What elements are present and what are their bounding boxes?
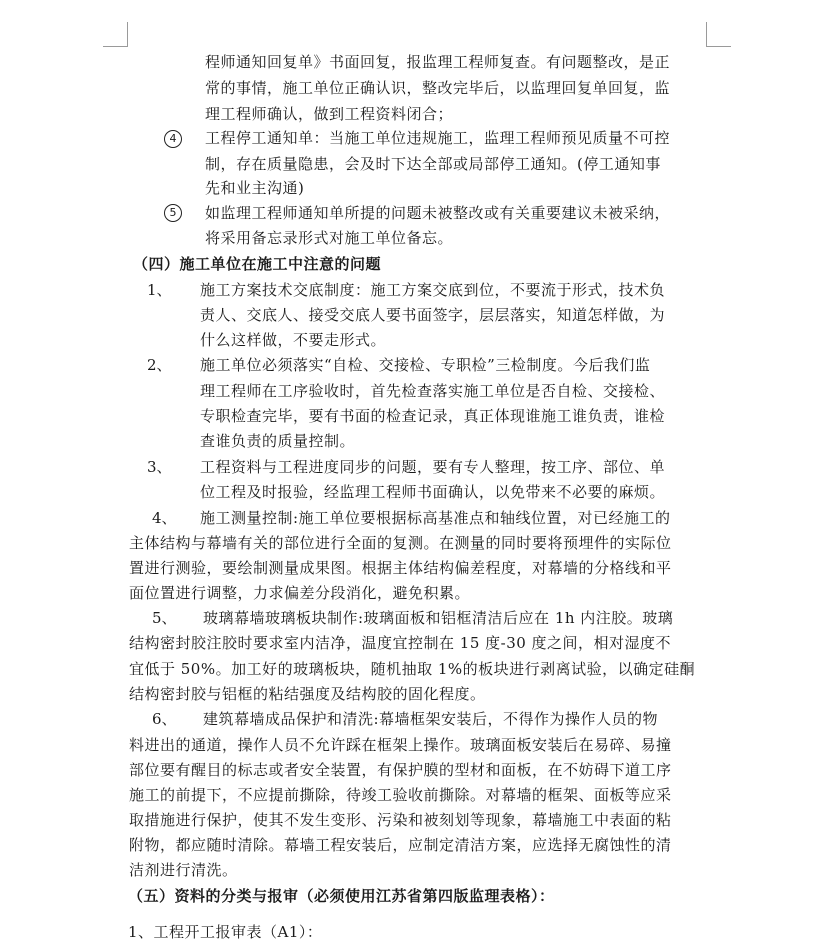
body-line: 结构密封胶注胶时要求室内洁净，温度宜控制在 15 度-30 度之间，相对湿度不	[129, 634, 672, 652]
body-line: 部位要有醒目的标志或者安全装置，有保护膜的型材和面板，在不妨碍下道工序	[129, 761, 672, 779]
list-number: 1、	[147, 281, 172, 299]
body-line: 什么这样做，不要走形式。	[200, 331, 387, 349]
crop-mark-left-vertical	[127, 22, 128, 46]
body-line: 结构密封胶与铝框的粘结强度及结构胶的固化程度。	[129, 685, 486, 703]
body-line: 面位置进行调整，力求偏差分段消化，避免积累。	[129, 584, 471, 602]
body-line: 工程资料与工程进度同步的问题，要有专人整理，按工序、部位、单	[200, 458, 666, 476]
body-line: 洁剂进行清洗。	[129, 861, 238, 879]
body-line: 置进行测验，要绘制测量成果图。根据主体结构偏差程度，对幕墙的分格线和平	[129, 559, 672, 577]
section-heading-5: （五）资料的分类与报审（必须使用江苏省第四版监理表格）：	[128, 887, 555, 905]
crop-mark-left-horizontal	[103, 46, 128, 47]
body-line: 附物，都应随时清除。幕墙工程安装后，应制定清洁方案，应选择无腐蚀性的清	[129, 836, 672, 854]
circled-number-5: 5	[164, 204, 182, 222]
circled-number-4: 4	[164, 130, 182, 148]
body-line: 料进出的通道，操作人员不允许踩在框架上操作。玻璃面板安装后在易碎、易撞	[129, 736, 672, 754]
body-line: 专职检查完毕，要有书面的检查记录，真正体现谁施工谁负责，谁检	[200, 407, 666, 425]
list-number: 2、	[147, 356, 172, 374]
body-line: 施工单位必须落实“自检、交接检、专职检”三检制度。今后我们监	[200, 356, 651, 374]
paragraph-number: 4、	[152, 509, 177, 527]
body-line: 玻璃幕墙玻璃板块制作:玻璃面板和铝框清洁后应在 1h 内注胶。玻璃	[203, 609, 674, 627]
body-line: 宜低于 50%。加工好的玻璃板块，随机抽取 1%的板块进行剥离试验，以确定硅酮	[129, 660, 696, 678]
paragraph-number: 6、	[152, 710, 177, 728]
body-line: 制，存在质量隐患，会及时下达全部或局部停工通知。(停工通知事	[205, 155, 661, 173]
body-line: 常的事情，施工单位正确认识，整改完毕后，以监理回复单回复，监	[205, 79, 671, 97]
crop-mark-right-vertical	[706, 22, 707, 46]
paragraph-number: 5、	[152, 609, 177, 627]
body-line: 主体结构与幕墙有关的部位进行全面的复测。在测量的同时要将预埋件的实际位	[129, 534, 672, 552]
body-line: 将采用备忘录形式对施工单位备忘。	[205, 229, 454, 247]
body-line: 施工方案技术交底制度：施工方案交底到位，不要流于形式，技术负	[200, 281, 666, 299]
body-line: 施工测量控制:施工单位要根据标高基准点和轴线位置，对已经施工的	[200, 509, 671, 527]
body-line: 如监理工程师通知单所提的问题未被整改或有关重要建议未被采纳，	[205, 204, 671, 222]
body-line: 先和业主沟通)	[205, 179, 305, 197]
body-line: 理工程师确认，做到工程资料闭合；	[205, 105, 454, 123]
crop-mark-right-horizontal	[706, 46, 731, 47]
list-number: 3、	[147, 458, 172, 476]
body-line: 程师通知回复单》书面回复，报监理工程师复查。有问题整改，是正	[205, 53, 671, 71]
body-line: 工程停工通知单：当施工单位违规施工，监理工程师预见质量不可控	[205, 129, 671, 147]
body-line: 施工的前提下，不应提前撕除，待竣工验收前撕除。对幕墙的框架、面板等应采	[129, 786, 672, 804]
section-heading-4: （四）施工单位在施工中注意的问题	[133, 255, 382, 273]
body-line: 1、工程开工报审表（A1）：	[128, 923, 323, 941]
body-line: 位工程及时报验，经监理工程师书面确认，以免带来不必要的麻烦。	[200, 483, 666, 501]
body-line: 建筑幕墙成品保护和清洗:幕墙框架安装后，不得作为操作人员的物	[203, 710, 659, 728]
body-line: 理工程师在工序验收时，首先检查落实施工单位是否自检、交接检、	[200, 382, 666, 400]
body-line: 责人、交底人、接受交底人要书面签字，层层落实，知道怎样做，为	[200, 306, 666, 324]
body-line: 取措施进行保护，使其不发生变形、污染和被刻划等现象，幕墙施工中表面的粘	[129, 811, 672, 829]
body-line: 查谁负责的质量控制。	[200, 432, 356, 450]
